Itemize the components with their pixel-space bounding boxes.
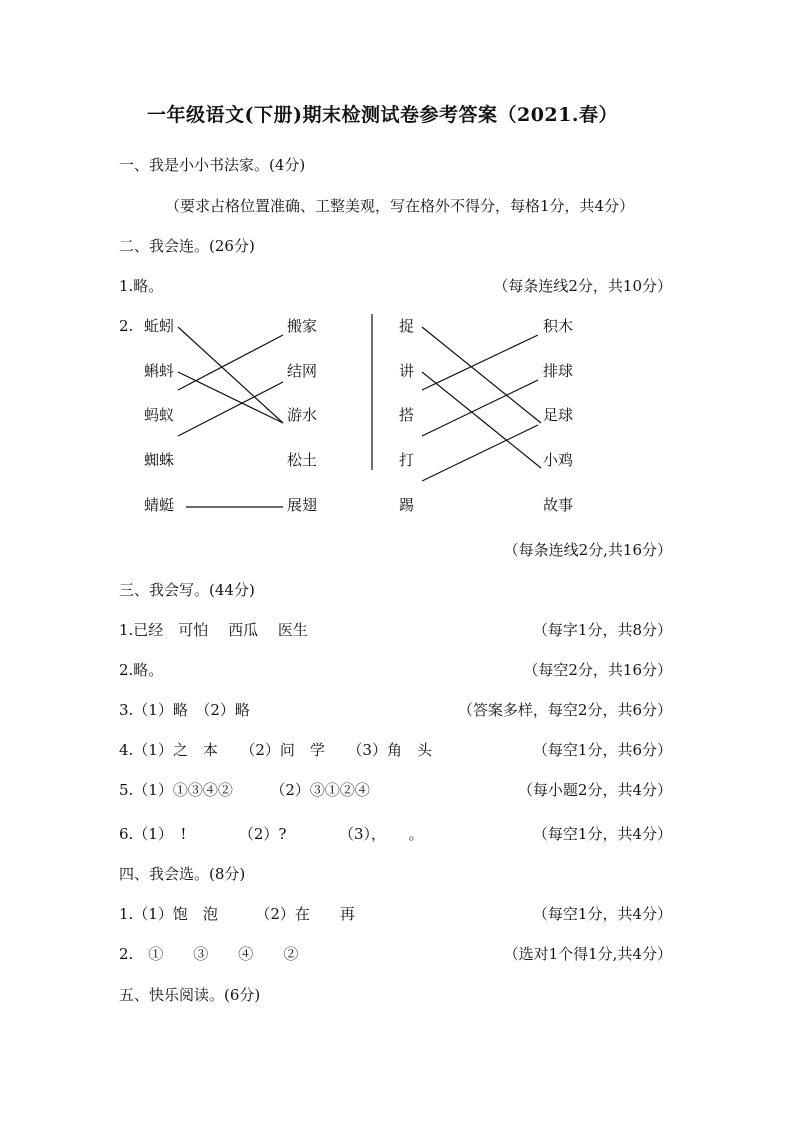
right-noun-2: 排球 [543,362,574,380]
q3-1-score: （每字1分，共8分） [532,621,672,639]
left-match-1: 搬家 [287,317,318,335]
right-noun-4: 小鸡 [543,451,574,469]
q2-1-text: 1.略。 [119,277,164,295]
section-3-heading: 三、我会写。(44分) [119,581,255,599]
q3-4-text: 4.（1）之 本 （2）问 学 （3）角 头 [119,741,432,759]
left-word-1: 蚯蚓 [144,317,175,335]
left-word-3: 蚂蚁 [144,406,175,424]
q3-2-score: （每空2分，共16分） [523,661,672,679]
match-line-2 [178,335,283,390]
left-word-4: 蜘蛛 [144,451,175,469]
match-line-3 [178,372,283,423]
page-title: 一年级语文(下册)期末检测试卷参考答案（2021.春） [147,104,618,126]
left-match-3: 游水 [287,406,318,424]
right-verb-5: 踢 [399,496,415,514]
q3-4-score: （每空1分，共6分） [532,741,672,759]
right-verb-4: 打 [399,451,415,469]
q3-3-text: 3.（1）略 （2）略 [119,701,250,719]
right-noun-5: 故事 [543,496,574,514]
q4-1-text: 1.（1）饱 泡 （2）在 再 [119,905,355,923]
left-match-4: 松土 [287,451,318,469]
q3-2-text: 2.略。 [119,661,164,679]
match-line-10 [422,425,538,481]
right-noun-3: 足球 [543,406,574,424]
q2-2-number: 2. [119,317,134,335]
section-5-heading: 五、快乐阅读。(6分) [119,986,261,1004]
right-verb-3: 搭 [399,406,415,424]
section-1-note: （要求占格位置准确、工整美观，写在格外不得分，每格1分，共4分） [165,197,635,215]
q4-1-score: （每空1分，共4分） [532,905,672,923]
left-match-2: 结网 [287,362,318,380]
right-noun-1: 积木 [543,317,574,335]
q3-6-text: 6.（1） ! （2）? （3）， 。 [119,825,424,843]
q3-6-score: （每空1分，共4分） [532,825,672,843]
section-4-heading: 四、我会选。(8分) [119,865,246,883]
q4-2-text: 2. ① ③ ④ ② [119,945,299,963]
right-verb-1: 捉 [399,317,415,335]
match-line-8 [422,335,538,390]
q3-5-score: （每小题2分，共4分） [517,781,672,799]
q3-5-text: 5.（1）①③④② （2）③①②④ [119,781,370,799]
match-line-7 [422,372,541,468]
q4-2-score: （选对1个得1分,共4分） [503,945,672,963]
left-word-2: 蝌蚪 [144,362,175,380]
q2-1-score: （每条连线2分，共10分） [493,277,672,295]
q2-2-score: （每条连线2分,共16分） [503,541,672,559]
match-line-9 [422,380,538,436]
left-match-5: 展翅 [287,496,318,514]
section-1-heading: 一、我是小小书法家。(4分) [119,156,306,174]
left-word-5: 蜻蜓 [144,496,175,514]
q3-3-score: （答案多样，每空2分，共6分） [457,701,672,719]
q3-1-text: 1.已经 可怕 西瓜 医生 [119,621,308,639]
right-verb-2: 讲 [399,362,415,380]
section-2-heading: 二、我会连。(26分) [119,237,255,255]
